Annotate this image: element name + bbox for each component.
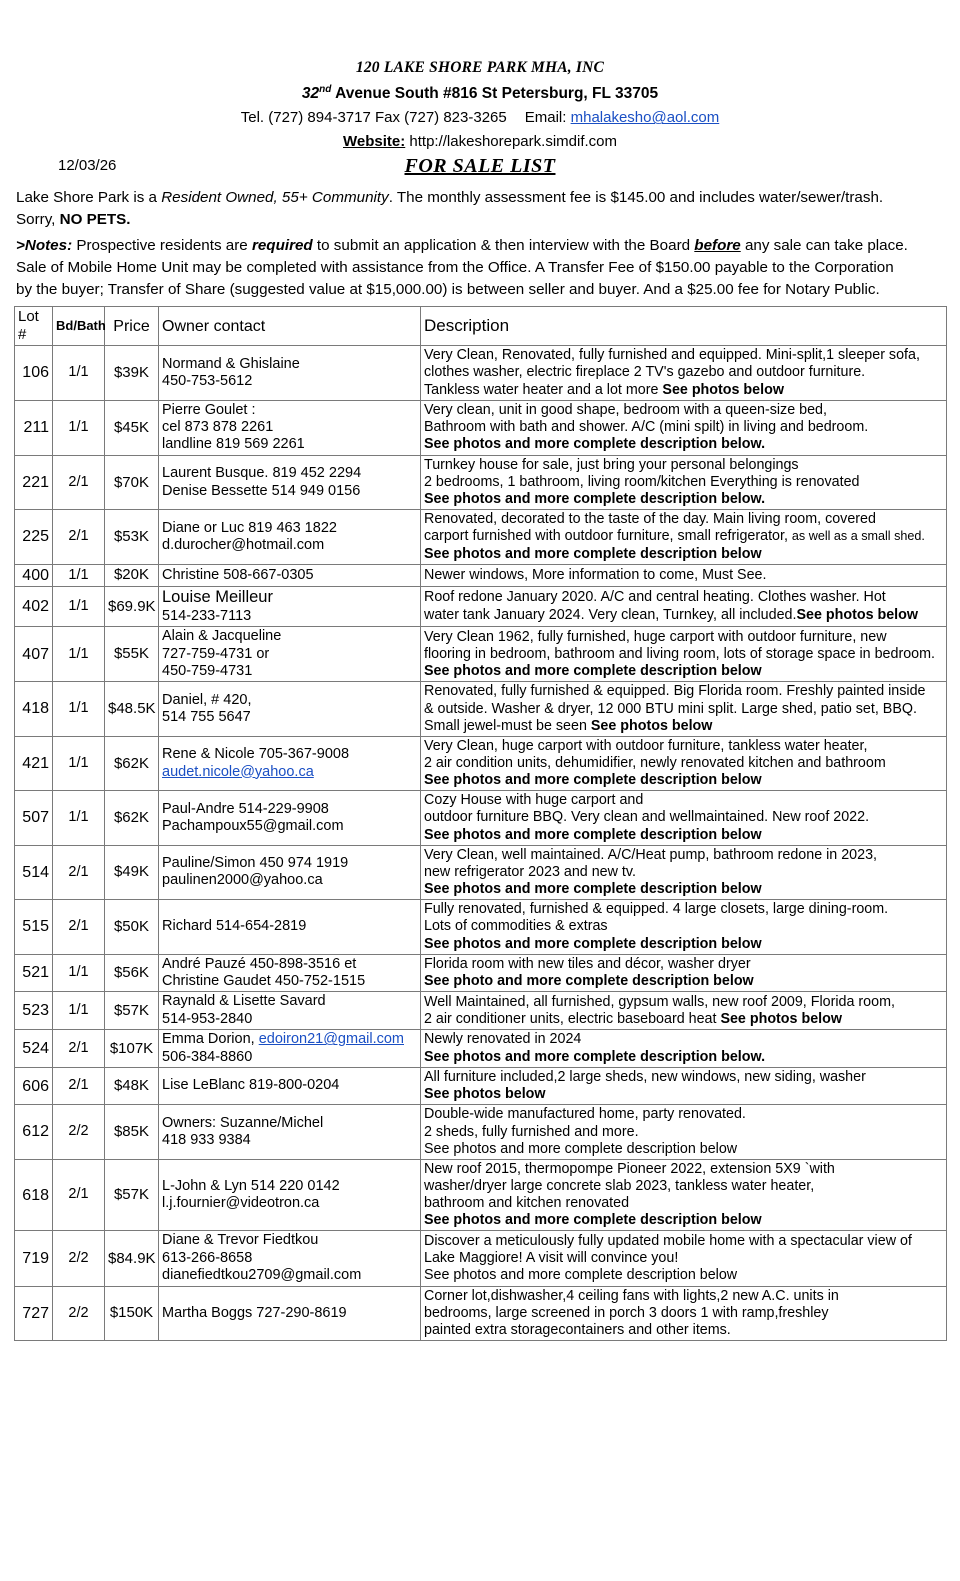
owner-line: Rene & Nicole 705-367-9008 <box>162 746 350 763</box>
address-line <box>0 82 960 105</box>
telephone-fax: Tel. (727) 894-3717 Fax (727) 823-3265 <box>240 109 507 127</box>
description-line: Very clean, unit in good shape, bedroom with a queen-size bed, <box>424 402 827 419</box>
owner-line: l.j.fournier@videotron.ca <box>162 1195 320 1212</box>
cell-description <box>421 564 947 586</box>
description-line: Very Clean, huge carport with outdoor furniture, tankless water heater, <box>424 737 868 754</box>
description-line: See photos and more complete description below. <box>424 436 766 453</box>
description-line: carport furnished with outdoor furniture, small refrigerator, as well as a small shed. <box>424 528 925 545</box>
owner-line: Pauline/Simon 450 974 1919 <box>162 855 349 872</box>
table-row <box>15 954 947 992</box>
document-header <box>0 0 960 181</box>
description-line: See photos and more complete description below <box>424 935 762 952</box>
cell-description <box>421 455 947 509</box>
table-row <box>15 992 947 1030</box>
description-line: Turnkey house for sale, just bring your personal belongings <box>424 456 799 473</box>
community-statement <box>16 187 946 209</box>
cell-bd-bath: 2/1 <box>53 1030 105 1068</box>
column-header-description: Description <box>421 307 947 346</box>
owner-line: Denise Bessette 514 949 0156 <box>162 482 361 499</box>
cell-owner-contact <box>159 455 421 509</box>
description-line: water tank January 2024. Very clean, Turnkey, all included.See photos below <box>424 606 919 623</box>
cell-price: $57K <box>105 1159 159 1231</box>
owner-line: Pachampoux55@gmail.com <box>162 818 344 835</box>
owner-line: Richard 514-654-2819 <box>162 918 307 935</box>
cell-lot: 402 <box>15 586 53 626</box>
cell-price: $56K <box>105 954 159 992</box>
cell-price: $48K <box>105 1068 159 1105</box>
contact-line <box>0 107 960 130</box>
notes-1b: to submit an application & then interview with the Board <box>312 237 695 255</box>
cell-bd-bath: 1/1 <box>53 564 105 586</box>
description-line: Cozy House with huge carport and <box>424 792 644 809</box>
cell-lot: 418 <box>15 682 53 736</box>
owner-line: Laurent Busque. 819 452 2294 <box>162 465 362 482</box>
table-row <box>15 736 947 790</box>
description-line: & outside. Washer & dryer, 12 000 BTU mini split. Large shed, patio set, BBQ. <box>424 700 917 717</box>
cell-price: $53K <box>105 510 159 564</box>
owner-line: Emma Dorion, edoiron21@gmail.com <box>162 1031 404 1048</box>
cell-lot: 507 <box>15 791 53 845</box>
document-date: 12/03/26 <box>58 157 117 175</box>
street-ordinal-suffix: nd <box>319 83 332 95</box>
column-header-lot: Lot # <box>15 307 53 346</box>
description-line: Fully renovated, furnished & equipped. 4 large closets, large dining-room. <box>424 901 889 918</box>
description-line: Newly renovated in 2024 <box>424 1031 582 1048</box>
cell-price: $84.9K <box>105 1231 159 1286</box>
cell-owner-contact <box>159 586 421 626</box>
description-line: See photos and more complete description below <box>424 1267 738 1284</box>
owner-line: Christine Gaudet 450-752-1515 <box>162 973 366 990</box>
owner-line: paulinen2000@yahoo.ca <box>162 872 323 889</box>
cell-owner-contact <box>159 791 421 845</box>
description-line: 2 air conditioner units, electric baseboard heat See photos below <box>424 1010 842 1027</box>
cell-owner-contact <box>159 1030 421 1068</box>
owner-line: Normand & Ghislaine <box>162 355 300 372</box>
cell-price: $39K <box>105 346 159 400</box>
cell-description <box>421 1231 947 1286</box>
cell-lot: 727 <box>15 1286 53 1340</box>
cell-lot: 515 <box>15 900 53 954</box>
owner-line: landline 819 569 2261 <box>162 436 305 453</box>
cell-description <box>421 346 947 400</box>
cell-description <box>421 992 947 1030</box>
organization-name: 120 LAKE SHORE PARK MHA, INC <box>355 59 605 76</box>
owner-line: 450-759-4731 <box>162 662 253 679</box>
notes-label: >Notes: <box>16 237 73 255</box>
cell-owner-contact <box>159 627 421 682</box>
description-line: clothes washer, electric fireplace 2 TV's gazebo and outdoor furniture. <box>424 364 866 381</box>
cell-price: $50K <box>105 900 159 954</box>
table-row <box>15 346 947 400</box>
cell-bd-bath: 2/1 <box>53 510 105 564</box>
table-header-row <box>15 307 947 346</box>
owner-line: 514-953-2840 <box>162 1010 253 1027</box>
cell-owner-contact <box>159 900 421 954</box>
cell-price: $70K <box>105 455 159 509</box>
website-line <box>0 131 960 154</box>
cell-bd-bath: 1/1 <box>53 682 105 736</box>
cell-lot: 523 <box>15 992 53 1030</box>
description-line: See photos and more complete description below <box>424 662 762 679</box>
owner-line: Raynald & Lisette Savard <box>162 993 326 1010</box>
cell-description <box>421 954 947 992</box>
table-row <box>15 1159 947 1231</box>
cell-lot: 211 <box>15 400 53 455</box>
email-link[interactable]: mhalakesho@aol.com <box>570 109 720 127</box>
cell-bd-bath: 1/1 <box>53 400 105 455</box>
description-line: See photos and more complete description below <box>424 772 762 789</box>
description-line: Very Clean, Renovated, fully furnished and equipped. Mini-split,1 sleeper sofa, <box>424 347 920 364</box>
table-row <box>15 1105 947 1159</box>
owner-line: d.durocher@hotmail.com <box>162 537 325 554</box>
cell-description <box>421 845 947 899</box>
owner-line: Lise LeBlanc 819-800-0204 <box>162 1077 340 1094</box>
cell-lot: 106 <box>15 346 53 400</box>
cell-lot: 221 <box>15 455 53 509</box>
table-row <box>15 1286 947 1340</box>
description-line: Lake Maggiore! A visit will convince you! <box>424 1249 679 1266</box>
for-sale-table <box>14 306 947 1341</box>
cell-owner-contact <box>159 400 421 455</box>
description-line: flooring in bedroom, bathroom and living room, lots of storage space in bedroom. <box>424 645 935 662</box>
table-row <box>15 900 947 954</box>
cell-description <box>421 736 947 790</box>
column-header-owner: Owner contact <box>159 307 421 346</box>
description-line: bedrooms, large screened in porch 3 doors 1 with ramp,freshley <box>424 1304 829 1321</box>
description-line: washer/dryer large concrete slab 2023, tankless water heater, <box>424 1177 815 1194</box>
cell-description <box>421 1159 947 1231</box>
cell-price: $49K <box>105 845 159 899</box>
website-label: Website: <box>343 132 406 150</box>
cell-bd-bath: 1/1 <box>53 791 105 845</box>
description-line: Very Clean, well maintained. A/C/Heat pump, bathroom redone in 2023, <box>424 846 877 863</box>
table-body <box>15 346 947 1341</box>
owner-line: Pierre Goulet : <box>162 401 256 418</box>
cell-lot: 514 <box>15 845 53 899</box>
description-line: Bathroom with bath and shower. A/C (mini spilt) in living and bedroom. <box>424 419 869 436</box>
cell-description <box>421 400 947 455</box>
cell-owner-contact <box>159 564 421 586</box>
cell-description <box>421 791 947 845</box>
cell-bd-bath: 1/1 <box>53 346 105 400</box>
cell-lot: 524 <box>15 1030 53 1068</box>
description-line: painted extra storagecontainers and other items. <box>424 1321 731 1338</box>
description-line: See photos and more complete description below. <box>424 491 766 508</box>
cell-bd-bath: 2/1 <box>53 1068 105 1105</box>
notes-before-emphasis: before <box>694 237 741 255</box>
owner-line: Alain & Jacqueline <box>162 628 282 645</box>
street-number: 32 <box>301 85 320 103</box>
owner-line: Daniel, # 420, <box>162 691 252 708</box>
cell-price: $62K <box>105 791 159 845</box>
description-line: 2 sheds, fully furnished and more. <box>424 1123 639 1140</box>
description-line: See photos and more complete description below <box>424 1140 738 1157</box>
cell-owner-contact <box>159 1068 421 1105</box>
cell-lot: 521 <box>15 954 53 992</box>
owner-line: Owners: Suzanne/Michel <box>162 1114 324 1131</box>
pets-policy-a: Sorry, <box>16 210 60 228</box>
cell-lot: 606 <box>15 1068 53 1105</box>
owner-line: L-John & Lyn 514 220 0142 <box>162 1177 340 1194</box>
owner-line: audet.nicole@yahoo.ca <box>162 763 314 780</box>
column-header-price: Price <box>105 307 159 346</box>
owner-line: André Pauzé 450-898-3516 et <box>162 955 357 972</box>
cell-price: $69.9K <box>105 586 159 626</box>
cell-bd-bath: 2/1 <box>53 455 105 509</box>
cell-price: $55K <box>105 627 159 682</box>
table-row <box>15 1030 947 1068</box>
cell-bd-bath: 1/1 <box>53 954 105 992</box>
owner-line: cel 873 878 2261 <box>162 419 274 436</box>
table-row <box>15 586 947 626</box>
cell-lot: 618 <box>15 1159 53 1231</box>
table-row <box>15 510 947 564</box>
cell-bd-bath: 1/1 <box>53 627 105 682</box>
cell-owner-contact <box>159 346 421 400</box>
cell-lot: 225 <box>15 510 53 564</box>
description-line: All furniture included,2 large sheds, new windows, new siding, washer <box>424 1069 866 1086</box>
cell-owner-contact <box>159 736 421 790</box>
owner-line: 506-384-8860 <box>162 1048 253 1065</box>
owner-line: 727-759-4731 or <box>162 645 270 662</box>
description-line: Lots of commodities & extras <box>424 918 608 935</box>
cell-price: $150K <box>105 1286 159 1340</box>
table-row <box>15 682 947 736</box>
description-line: bathroom and kitchen renovated <box>424 1195 630 1212</box>
cell-bd-bath: 2/2 <box>53 1231 105 1286</box>
description-line: See photos and more complete description below <box>424 881 762 898</box>
cell-bd-bath: 2/2 <box>53 1286 105 1340</box>
table-row <box>15 400 947 455</box>
description-line: See photos below <box>424 1086 546 1103</box>
owner-line: dianefiedtkou2709@gmail.com <box>162 1267 362 1284</box>
website-url: http://lakeshorepark.simdif.com <box>409 132 617 150</box>
notes-line-3: by the buyer; Transfer of Share (suggested value at $15,000.00) is between seller and buyer. And a $25.00 fee for Notary Public. <box>16 280 880 298</box>
cell-owner-contact <box>159 682 421 736</box>
description-line: Discover a meticulously fully updated mobile home with a spectacular view of <box>424 1232 912 1249</box>
cell-description <box>421 682 947 736</box>
title-row <box>0 155 960 181</box>
page-title: FOR SALE LIST <box>404 155 556 178</box>
cell-description <box>421 1105 947 1159</box>
description-line: See photos and more complete description below <box>424 1212 762 1229</box>
description-line: Renovated, fully furnished & equipped. Big Florida room. Freshly painted inside <box>424 683 926 700</box>
cell-bd-bath: 2/1 <box>53 1159 105 1231</box>
notes-1c: any sale can take place. <box>740 237 908 255</box>
notes-1a: Prospective residents are <box>72 237 252 255</box>
cell-lot: 421 <box>15 736 53 790</box>
table-row <box>15 455 947 509</box>
cell-description <box>421 900 947 954</box>
description-line: Tankless water heater and a lot more See photos below <box>424 381 784 398</box>
cell-owner-contact <box>159 845 421 899</box>
cell-bd-bath: 1/1 <box>53 992 105 1030</box>
table-header <box>15 307 947 346</box>
description-line: new refrigerator 2023 and new tv. <box>424 863 636 880</box>
description-line: Small jewel-must be seen See photos below <box>424 717 713 734</box>
notes-line-2: Sale of Mobile Home Unit may be completed with assistance from the Office. A Transfer Fee of $150.00 payable to the Corporation <box>16 259 894 277</box>
owner-line: Diane or Luc 819 463 1822 <box>162 519 337 536</box>
email-label: Email: <box>524 109 567 127</box>
cell-bd-bath: 2/1 <box>53 845 105 899</box>
description-line: Renovated, decorated to the taste of the day. Main living room, covered <box>424 511 876 528</box>
column-header-bdbath: Bd/Bath <box>53 307 105 346</box>
cell-description <box>421 627 947 682</box>
description-line: Corner lot,dishwasher,4 ceiling fans with lights,2 new A.C. units in <box>424 1287 839 1304</box>
cell-bd-bath: 1/1 <box>53 736 105 790</box>
cell-price: $45K <box>105 400 159 455</box>
description-line: outdoor furniture BBQ. Very clean and wellmaintained. New roof 2022. <box>424 809 870 826</box>
description-line: Roof redone January 2020. A/C and central heating. Clothes washer. Hot <box>424 589 886 606</box>
community-descriptor: Resident Owned, 55+ Community <box>161 189 389 207</box>
owner-line: Martha Boggs 727-290-8619 <box>162 1304 347 1321</box>
cell-lot: 407 <box>15 627 53 682</box>
cell-description <box>421 1030 947 1068</box>
owner-line: Paul-Andre 514-229-9908 <box>162 800 329 817</box>
cell-price: $57K <box>105 992 159 1030</box>
cell-description <box>421 510 947 564</box>
table-row <box>15 1068 947 1105</box>
cell-price: $48.5K <box>105 682 159 736</box>
cell-price: $107K <box>105 1030 159 1068</box>
owner-line: 450-753-5612 <box>162 372 253 389</box>
table-row <box>15 845 947 899</box>
cell-owner-contact <box>159 1286 421 1340</box>
table-row <box>15 1231 947 1286</box>
description-line: Double-wide manufactured home, party renovated. <box>424 1106 746 1123</box>
owner-line: 514-233-7113 <box>162 607 252 624</box>
cell-lot: 400 <box>15 564 53 586</box>
cell-owner-contact <box>159 1231 421 1286</box>
owner-line: 418 933 9384 <box>162 1132 251 1149</box>
cell-bd-bath: 1/1 <box>53 586 105 626</box>
cell-owner-contact <box>159 1105 421 1159</box>
cell-owner-contact <box>159 1159 421 1231</box>
owner-line: 613-266-8658 <box>162 1249 253 1266</box>
cell-description <box>421 1068 947 1105</box>
notes-line-1 <box>16 235 946 257</box>
cell-bd-bath: 2/2 <box>53 1105 105 1159</box>
table-row <box>15 791 947 845</box>
description-line: 2 bedrooms, 1 bathroom, living room/kitchen Everything is renovated <box>424 474 860 491</box>
cell-owner-contact <box>159 510 421 564</box>
description-line: See photos and more complete description below <box>424 545 762 562</box>
cell-price: $62K <box>105 736 159 790</box>
owner-line: Louise Meilleur <box>162 587 273 606</box>
cell-owner-contact <box>159 992 421 1030</box>
notes-block <box>16 235 946 300</box>
cell-price: $85K <box>105 1105 159 1159</box>
description-line: 2 air condition units, dehumidifier, newly renovated kitchen and bathroom <box>424 754 886 771</box>
description-line: See photos and more complete description below. <box>424 1048 766 1065</box>
owner-line: Christine 508-667-0305 <box>162 566 314 583</box>
table-row <box>15 564 947 586</box>
cell-description <box>421 1286 947 1340</box>
description-line: Florida room with new tiles and décor, washer dryer <box>424 955 751 972</box>
address-rest: Avenue South #816 St Petersburg, FL 33705 <box>331 85 659 103</box>
owner-line: 514 755 5647 <box>162 709 251 726</box>
description-line: See photos and more complete description below <box>424 826 762 843</box>
description-line: New roof 2015, thermopompe Pioneer 2022, extension 5X9 `with <box>424 1160 835 1177</box>
cell-owner-contact <box>159 954 421 992</box>
description-line: See photo and more complete description below <box>424 973 754 990</box>
cell-description <box>421 586 947 626</box>
community-statement-b: . The monthly assessment fee is $145.00 and includes water/sewer/trash. <box>388 189 884 207</box>
owner-line: Diane & Trevor Fiedtkou <box>162 1232 319 1249</box>
description-line: Newer windows, More information to come, Must See. <box>424 566 767 583</box>
cell-lot: 719 <box>15 1231 53 1286</box>
cell-lot: 612 <box>15 1105 53 1159</box>
community-statement-a: Lake Shore Park is a <box>16 189 162 207</box>
notes-required-emphasis: required <box>251 237 313 255</box>
description-line: Very Clean 1962, fully furnished, huge carport with outdoor furniture, new <box>424 628 887 645</box>
cell-bd-bath: 2/1 <box>53 900 105 954</box>
pets-policy-bold: NO PETS. <box>59 210 131 228</box>
pets-policy <box>16 209 946 231</box>
table-row <box>15 627 947 682</box>
cell-price: $20K <box>105 564 159 586</box>
description-line: Well Maintained, all furnished, gypsum walls, new roof 2009, Florida room, <box>424 993 895 1010</box>
intro-section <box>16 187 946 300</box>
